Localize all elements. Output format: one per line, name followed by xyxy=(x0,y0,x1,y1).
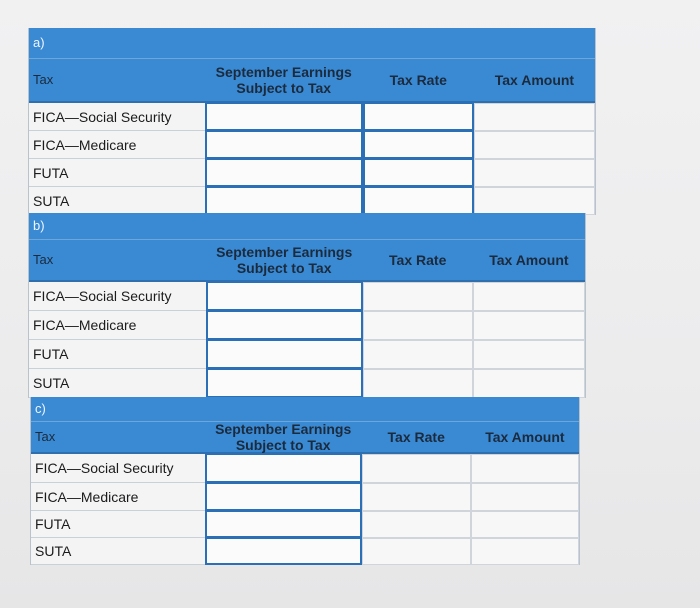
rate-input-medicare[interactable] xyxy=(363,130,474,159)
header-september-earnings: September Earnings Subject to Tax xyxy=(216,244,353,276)
header-tax: Tax xyxy=(35,429,56,444)
row-label-suta: SUTA xyxy=(29,369,206,398)
amount-input-futa[interactable] xyxy=(471,511,579,538)
earnings-input-suta[interactable] xyxy=(205,537,362,565)
amount-input-social-security[interactable] xyxy=(473,282,585,311)
table-row xyxy=(31,454,579,483)
row-label-social-security: FICA—Social Security xyxy=(29,103,205,131)
rate-input-suta[interactable] xyxy=(363,369,473,398)
header-tax: Tax xyxy=(33,252,54,267)
amount-input-suta[interactable] xyxy=(473,369,585,398)
rate-input-medicare[interactable] xyxy=(362,483,471,511)
rate-input-social-security[interactable] xyxy=(362,454,471,483)
earnings-input-medicare[interactable] xyxy=(205,482,362,511)
table-row xyxy=(31,538,579,565)
header-september-earnings: September Earnings Subject to Tax xyxy=(215,421,352,453)
earnings-input-social-security[interactable] xyxy=(205,102,363,131)
header-tax-amount: Tax Amount xyxy=(494,72,575,88)
tax-table-section-a xyxy=(28,28,596,215)
header-tax-rate: Tax Rate xyxy=(387,429,445,445)
table-row xyxy=(31,511,579,538)
header-september-earnings: September Earnings Subject to Tax xyxy=(215,64,352,96)
row-label-medicare: FICA—Medicare xyxy=(29,311,206,340)
tax-table-section-b xyxy=(28,213,586,398)
amount-input-suta[interactable] xyxy=(471,538,579,565)
amount-input-social-security[interactable] xyxy=(471,454,579,483)
header-tax: Tax xyxy=(33,72,54,87)
rate-input-suta[interactable] xyxy=(362,538,471,565)
earnings-input-social-security[interactable] xyxy=(205,453,362,483)
header-tax-rate: Tax Rate xyxy=(389,252,447,268)
rate-input-social-security[interactable] xyxy=(363,102,474,131)
table-row xyxy=(29,187,595,215)
section-label: b) xyxy=(29,213,585,240)
amount-input-futa[interactable] xyxy=(474,159,595,187)
table-row xyxy=(29,369,585,398)
section-label: a) xyxy=(29,28,595,59)
earnings-input-suta[interactable] xyxy=(205,186,363,215)
earnings-input-social-security[interactable] xyxy=(206,281,363,311)
row-label-futa: FUTA xyxy=(29,159,205,187)
row-label-social-security: FICA—Social Security xyxy=(29,282,206,311)
earnings-input-futa[interactable] xyxy=(206,339,363,369)
rate-input-futa[interactable] xyxy=(363,340,473,369)
amount-input-medicare[interactable] xyxy=(471,483,579,511)
header-tax-amount: Tax Amount xyxy=(489,252,569,268)
table-row xyxy=(29,103,595,131)
earnings-input-futa[interactable] xyxy=(205,510,362,538)
rate-input-futa[interactable] xyxy=(363,158,474,187)
table-header-row xyxy=(29,59,595,103)
row-label-futa: FUTA xyxy=(31,511,205,538)
tax-table-section-c xyxy=(30,397,580,565)
header-tax-rate: Tax Rate xyxy=(389,72,447,88)
table-row xyxy=(31,483,579,511)
row-label-social-security: FICA—Social Security xyxy=(31,454,205,483)
row-label-suta: SUTA xyxy=(31,538,205,565)
table-row xyxy=(29,282,585,311)
table-header-row xyxy=(31,422,579,454)
earnings-input-futa[interactable] xyxy=(205,158,363,187)
table-row xyxy=(29,340,585,369)
earnings-input-medicare[interactable] xyxy=(206,310,363,340)
earnings-input-suta[interactable] xyxy=(206,368,363,398)
table-row xyxy=(29,311,585,340)
table-row xyxy=(29,159,595,187)
rate-input-suta[interactable] xyxy=(363,186,474,215)
rate-input-futa[interactable] xyxy=(362,511,471,538)
row-label-suta: SUTA xyxy=(29,187,205,215)
amount-input-futa[interactable] xyxy=(473,340,585,369)
section-label: c) xyxy=(31,397,579,422)
amount-input-suta[interactable] xyxy=(474,187,595,215)
amount-input-medicare[interactable] xyxy=(474,131,595,159)
row-label-medicare: FICA—Medicare xyxy=(29,131,205,159)
rate-input-medicare[interactable] xyxy=(363,311,473,340)
row-label-futa: FUTA xyxy=(29,340,206,369)
table-header-row xyxy=(29,240,585,282)
amount-input-social-security[interactable] xyxy=(474,103,595,131)
amount-input-medicare[interactable] xyxy=(473,311,585,340)
table-row xyxy=(29,131,595,159)
row-label-medicare: FICA—Medicare xyxy=(31,483,205,511)
header-tax-amount: Tax Amount xyxy=(485,429,565,445)
rate-input-social-security[interactable] xyxy=(363,282,473,311)
earnings-input-medicare[interactable] xyxy=(205,130,363,159)
